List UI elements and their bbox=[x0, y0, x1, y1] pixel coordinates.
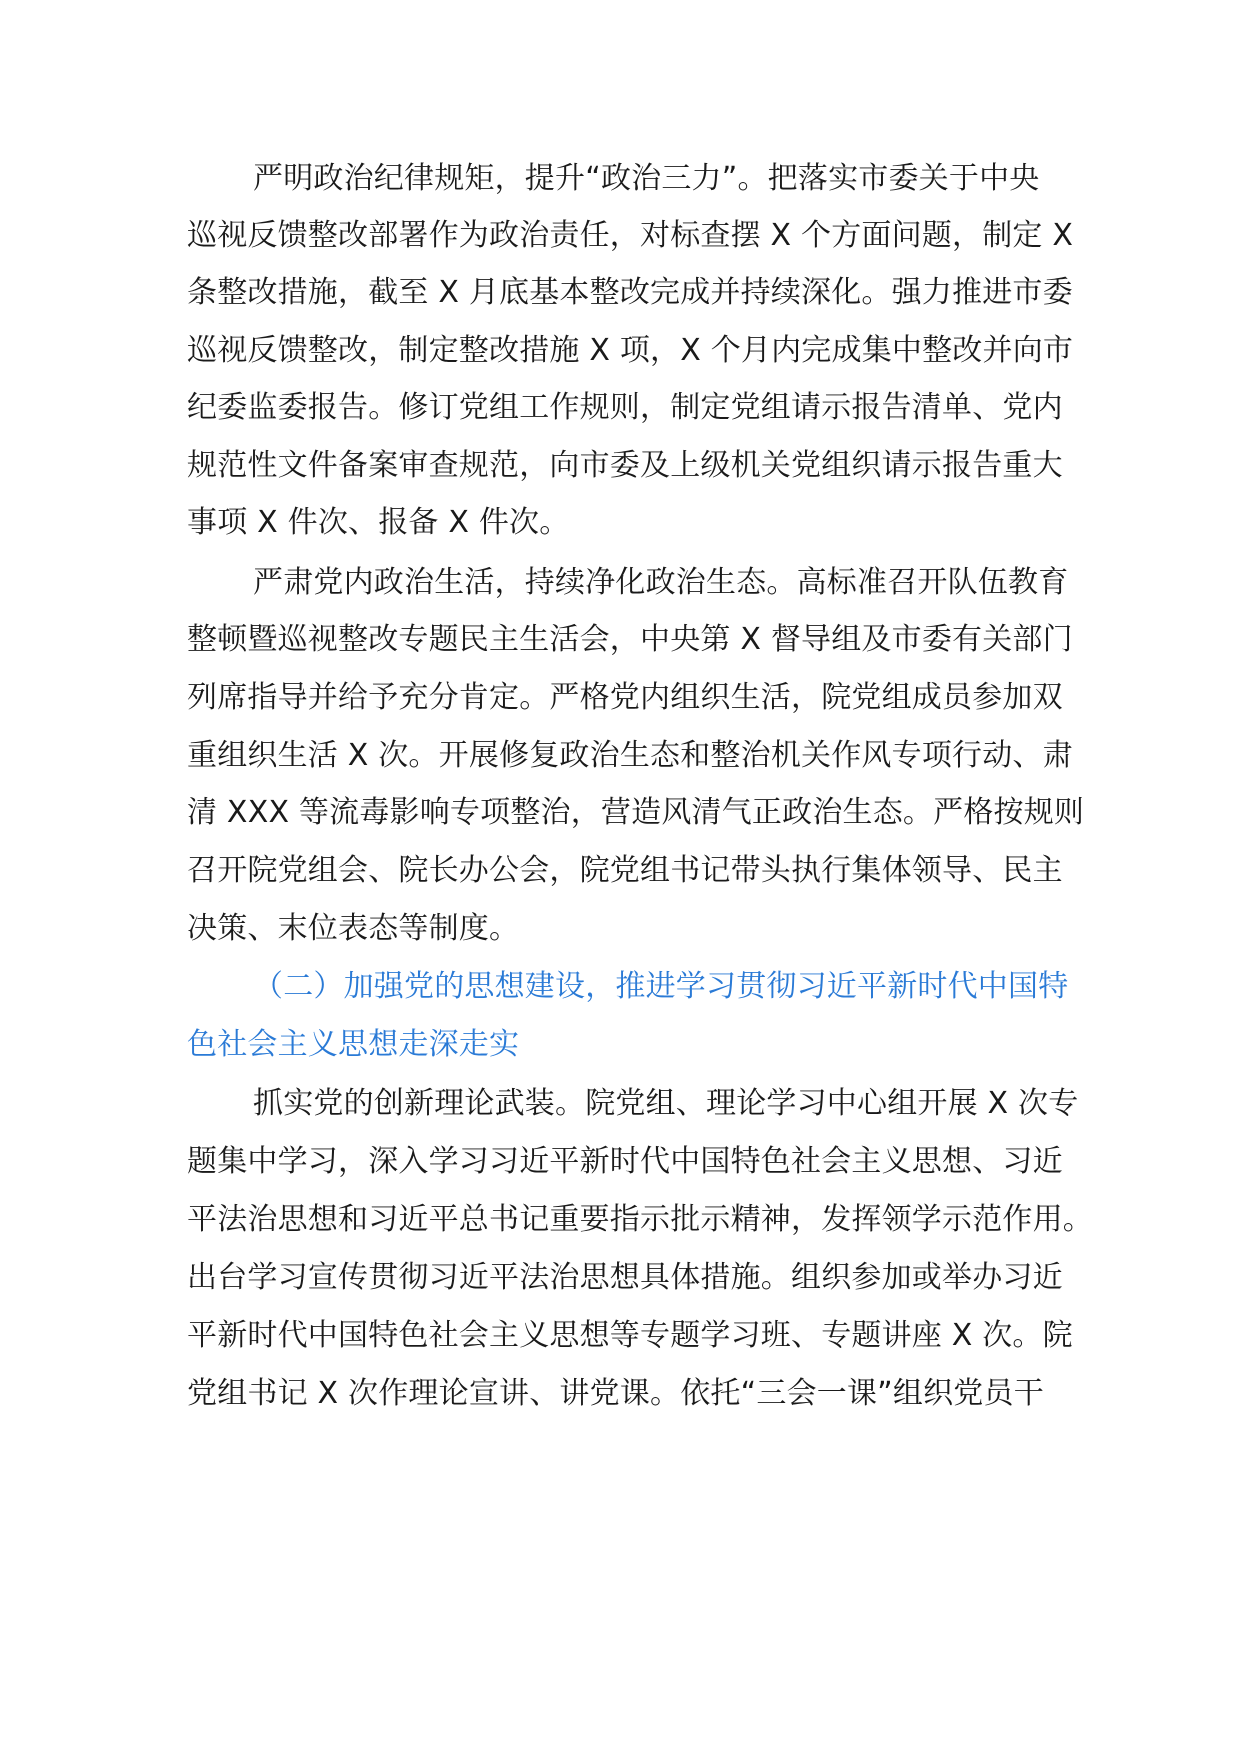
paragraph-3-line: 出台学习宣传贯彻习近平法治思想具体措施。组织参加或举办习近 bbox=[187, 1260, 1063, 1295]
paragraph-2-line: 整顿暨巡视整改专题民主生活会，中央第 X 督导组及市委有关部门 bbox=[187, 622, 1073, 657]
paragraph-1-line: 纪委监委报告。修订党组工作规则，制定党组请示报告清单、党内 bbox=[187, 390, 1063, 425]
paragraph-2-line: 列席指导并给予充分肯定。严格党内组织生活，院党组成员参加双 bbox=[187, 680, 1063, 715]
paragraph-1-line: 巡视反馈整改，制定整改措施 X 项，X 个月内完成集中整改并向市 bbox=[187, 333, 1074, 368]
paragraph-3-line: 平新时代中国特色社会主义思想等专题学习班、专题讲座 X 次。院 bbox=[187, 1318, 1073, 1353]
paragraph-1-line: 巡视反馈整改部署作为政治责任，对标查摆 X 个方面问题，制定 X bbox=[187, 218, 1074, 253]
section-heading-line: 色社会主义思想走深走实 bbox=[187, 1027, 520, 1062]
paragraph-3-line: 平法治思想和习近平总书记重要指示批示精神，发挥领学示范作用。 bbox=[187, 1202, 1093, 1237]
paragraph-2-line: 重组织生活 X 次。开展修复政治生态和整治机关作风专项行动、肃 bbox=[187, 738, 1073, 773]
paragraph-1-line: 条整改措施，截至 X 月底基本整改完成并持续深化。强力推进市委 bbox=[187, 275, 1073, 310]
paragraph-2-line: 决策、末位表态等制度。 bbox=[187, 911, 520, 946]
paragraph-1-line: 事项 X 件次、报备 X 件次。 bbox=[187, 505, 570, 540]
paragraph-3-line: 题集中学习，深入学习习近平新时代中国特色社会主义思想、习近 bbox=[187, 1144, 1063, 1179]
paragraph-2-line: 召开院党组会、院长办公会，院党组书记带头执行集体领导、民主 bbox=[187, 853, 1063, 888]
section-heading-line: （二）加强党的思想建设，推进学习贯彻习近平新时代中国特 bbox=[253, 969, 1069, 1004]
paragraph-2-line: 清 XXX 等流毒影响专项整治，营造风清气正政治生态。严格按规则 bbox=[187, 795, 1085, 830]
paragraph-3-line: 抓实党的创新理论武装。院党组、理论学习中心组开展 X 次专 bbox=[253, 1086, 1079, 1121]
paragraph-1-line: 规范性文件备案审查规范，向市委及上级机关党组织请示报告重大 bbox=[187, 448, 1063, 483]
paragraph-3-line: 党组书记 X 次作理论宣讲、讲党课。依托“三会一课”组织党员干 bbox=[187, 1376, 1044, 1411]
paragraph-1-line: 严明政治纪律规矩，提升“政治三力”。把落实市委关于中央 bbox=[253, 161, 1040, 196]
paragraph-2-line: 严肃党内政治生活，持续净化政治生态。高标准召开队伍教育 bbox=[253, 565, 1069, 600]
